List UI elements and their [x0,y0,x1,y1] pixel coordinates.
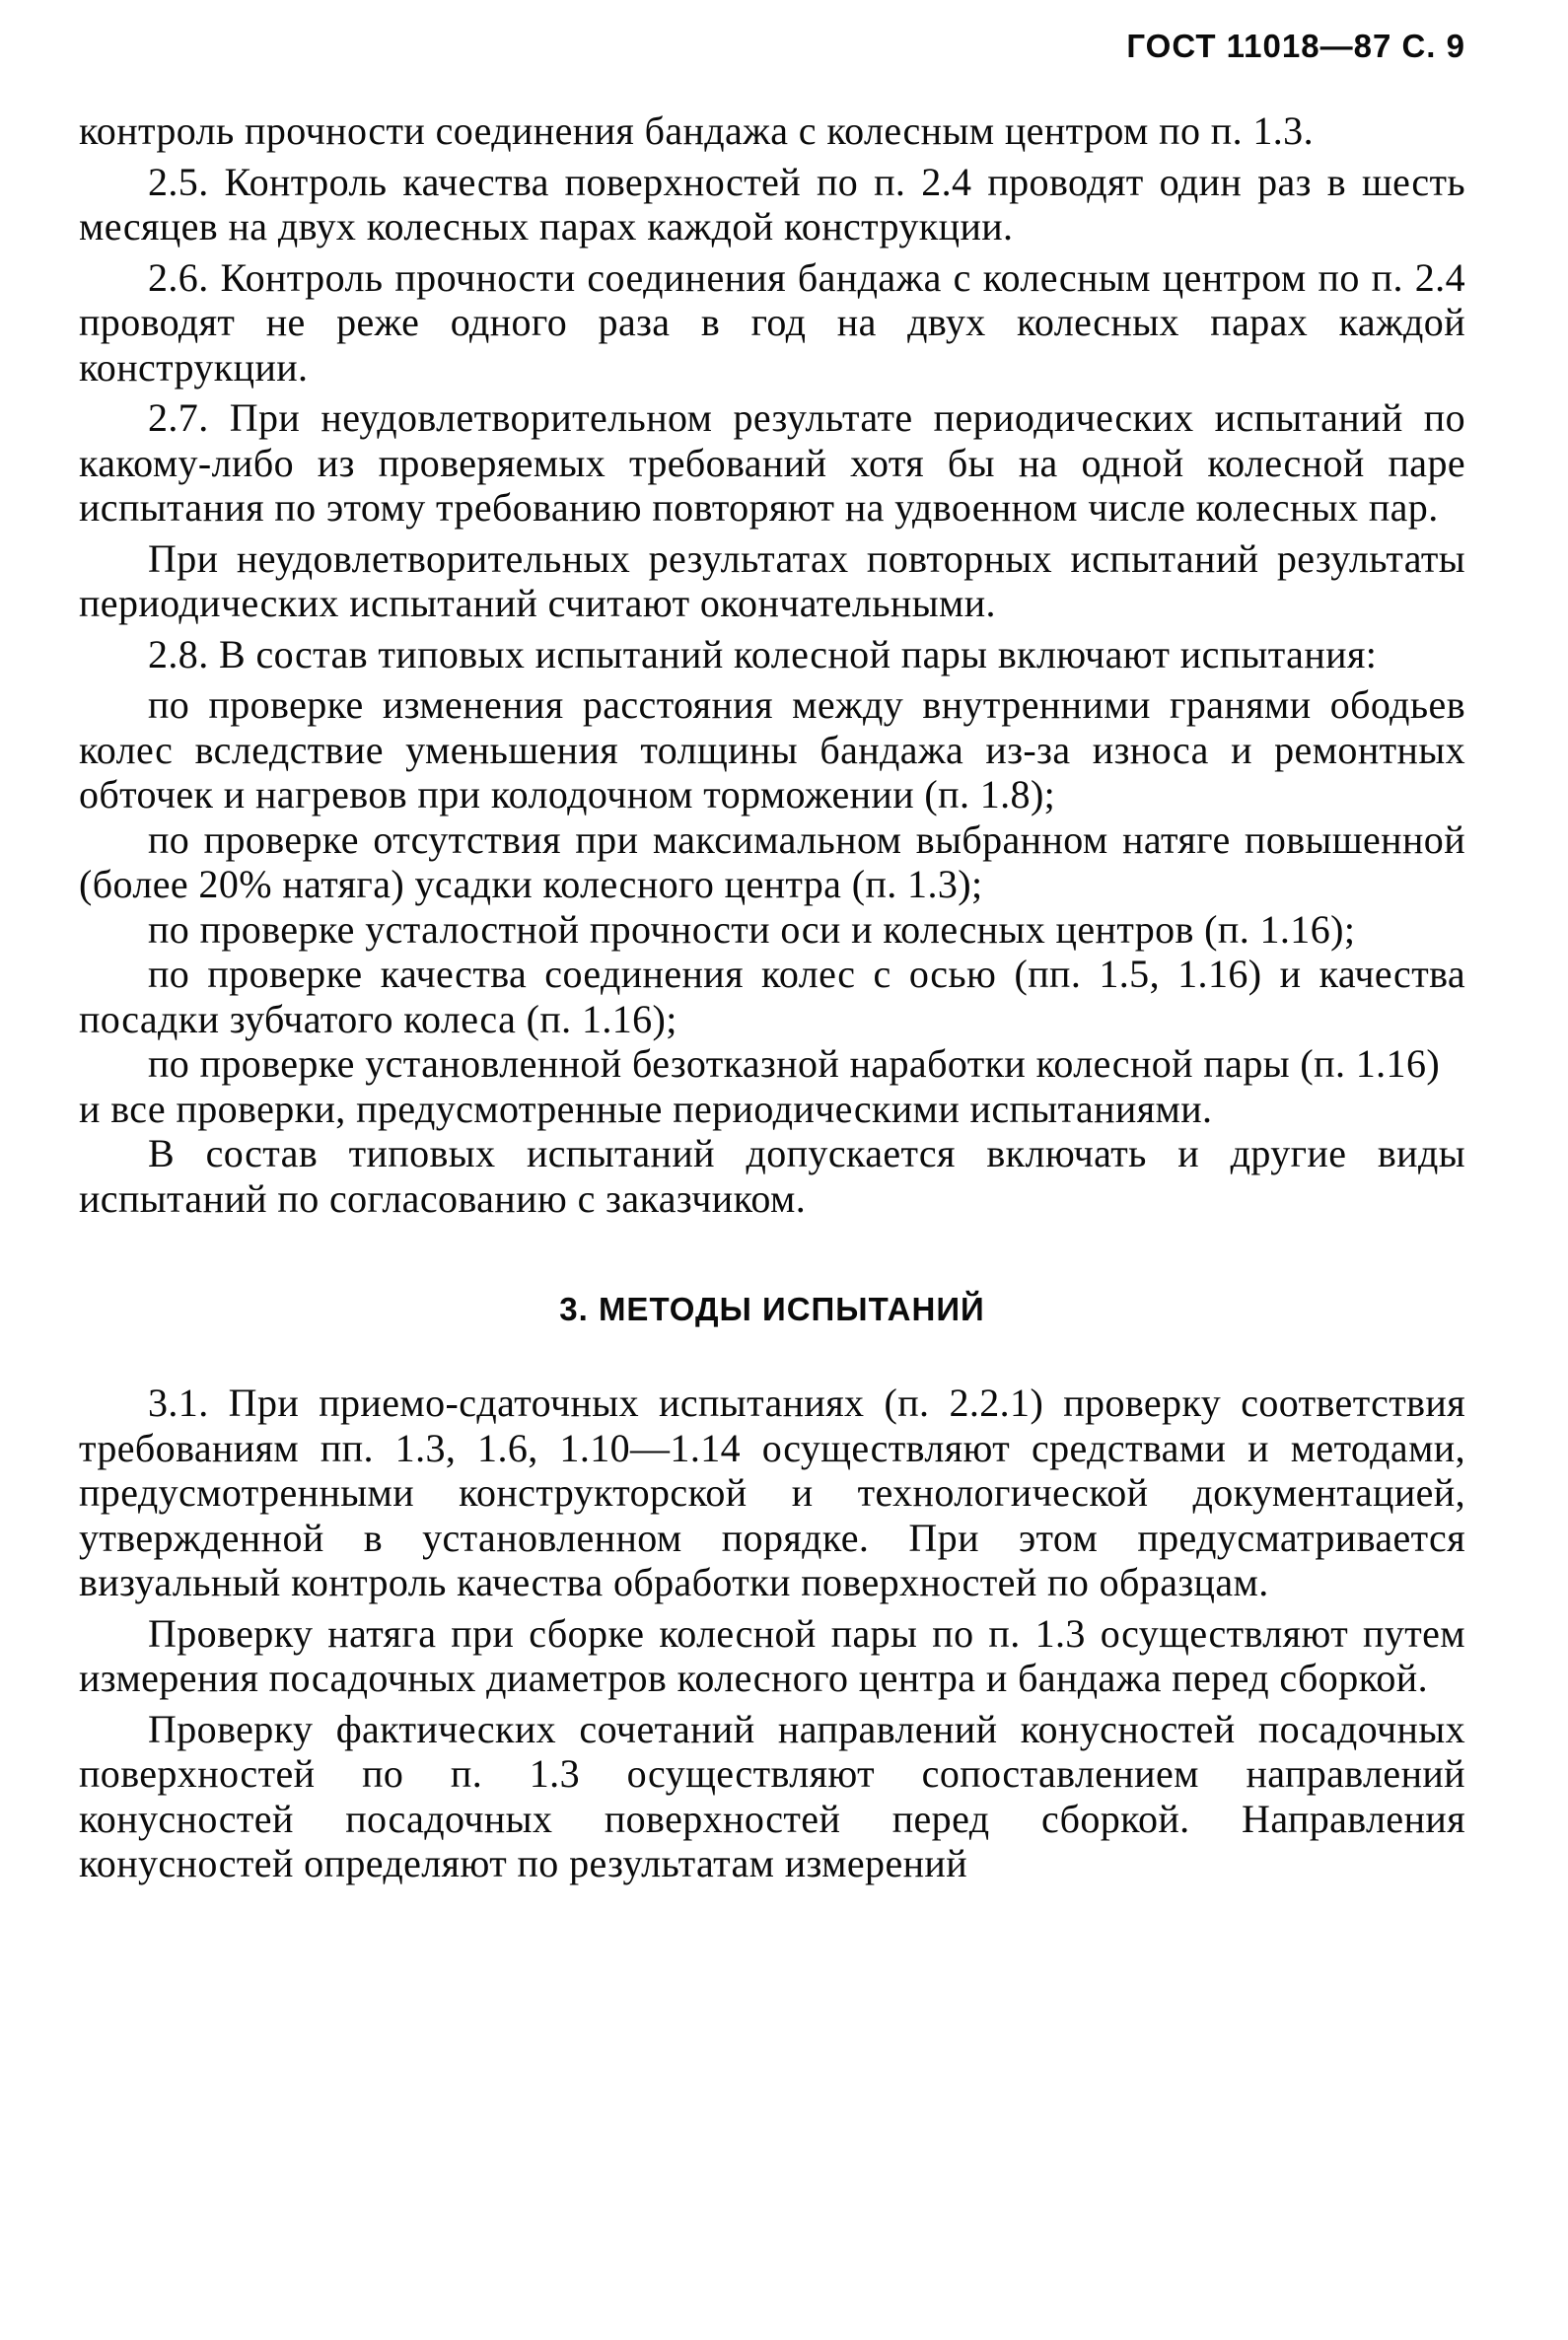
running-header: ГОСТ 11018—87 С. 9 [1126,28,1465,64]
section-3-body [79,1381,1465,1886]
paragraph-2-7: 2.7. При неудовлетворительном результате периодических испытаний по какому-либо из проверяемых требований хотя бы на одной колесной паре испытания по этому требованию повторяют на удвоенном числе колесных пар. [79,395,1465,530]
paragraph-3-1: 3.1. При приемо-сдаточных испытаниях (п. 2.2.1) проверку соответствия требованиям пп. 1.3, 1.6, 1.10—1.14 осуществляют средствами и методами, предусмотренными конструкторской и технологической документацией, утвержденной в установленном порядке. При этом предусматривается визуальный контроль качества обработки поверхностей по образцам. [79,1381,1465,1604]
paragraph-2-8-item-fatigue: по проверке усталостной прочности оси и колесных центров (п. 1.16); [148,906,1356,952]
paragraph-2-4-continuation: контроль прочности соединения бандажа с колесным центром по п. 1.3. [79,108,1314,153]
paragraph-2-8-all-checks: и все проверки, предусмотренные периодическими испытаниями. [79,1086,1213,1131]
paragraph-2-8-item-joint-quality: по проверке качества соединения колес с осью (пп. 1.5, 1.16) и качества посадки зубчатого колеса (п. 1.16); [79,952,1465,1041]
paragraph-2-8: 2.8. В состав типовых испытаний колесной пары включают испытания: [148,631,1378,676]
paragraph-2-5: 2.5. Контроль качества поверхностей по п. 2.4 проводят один раз в шесть месяцев на двух колесных парах каждой конструкции. [79,159,1465,248]
paragraph-2-8-item-shrinkage: по проверке отсутствия при максимальном выбранном натяге повышенной (более 20% натяга) усадки колесного центра (п. 1.3); [79,816,1465,906]
paragraph-2-8-item-reliability: по проверке установленной безотказной наработки колесной пары (п. 1.16) [148,1041,1441,1086]
section-2-body [79,108,1465,1221]
section-3-title: 3. МЕТОДЫ ИСПЫТАНИЙ [559,1291,985,1327]
paragraph-3-1-tension-check: Проверку натяга при сборке колесной пары по п. 1.3 осуществляют путем измерения посадочных диаметров колесного центра и бандажа перед сборкой. [79,1610,1465,1700]
paragraph-2-8-other-tests: В состав типовых испытаний допускается включать и другие виды испытаний по согласованию с заказчиком. [79,1131,1465,1221]
paragraph-3-1-taper-check: Проверку фактических сочетаний направлений конусностей посадочных поверхностей по п. 1.3 осуществляют сопоставлением направлений конусностей посадочных поверхностей перед сборкой. Направления конусностей определяют по результатам измерений [79,1706,1465,1885]
paragraph-2-6: 2.6. Контроль прочности соединения бандажа с колесным центром по п. 2.4 проводят не реже одного раза в год на двух колесных парах каждой конструкции. [79,254,1465,390]
paragraph-2-7-repeat-results: При неудовлетворительных результатах повторных испытаний результаты периодических испытаний считают окончательными. [79,535,1465,625]
paragraph-2-8-item-distance: по проверке изменения расстояния между внутренними гранями ободьев колес вследствие уменьшения толщины бандажа из-за износа и ремонтных обточек и нагревов при колодочном торможении (п. 1.8); [79,682,1465,816]
